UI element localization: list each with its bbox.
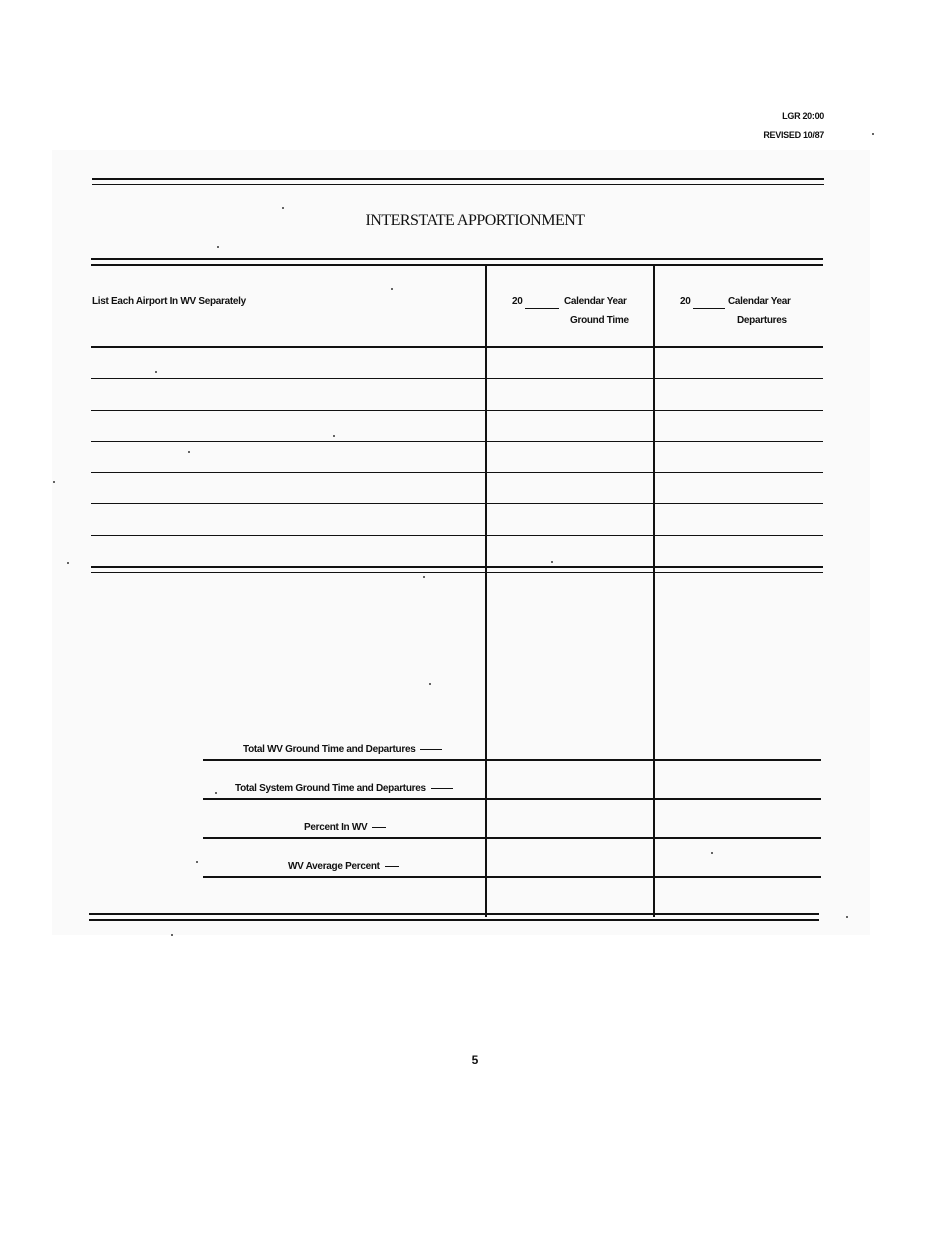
scan-speck: [333, 435, 335, 437]
scan-speck: [53, 481, 55, 483]
rows-end-rule: [91, 566, 823, 568]
total-system-label: Total System Ground Time and Departures: [235, 783, 453, 794]
col-departures-label-2: Departures: [737, 315, 787, 326]
scan-speck: [429, 683, 431, 685]
airport-row-line[interactable]: [91, 535, 823, 536]
header-bottom-rule: [91, 346, 823, 348]
page-number: 5: [471, 1053, 479, 1067]
departures-year-blank[interactable]: [693, 308, 725, 309]
scan-speck: [215, 792, 217, 794]
table-top-rule-2: [91, 264, 823, 266]
summary-row-line: [203, 876, 821, 878]
col-departures-label-1: Calendar Year: [728, 296, 791, 307]
scan-speck: [846, 916, 848, 918]
top-rule-2: [92, 184, 824, 185]
scan-speck: [711, 852, 713, 854]
airport-row-line[interactable]: [91, 410, 823, 411]
scan-speck: [196, 861, 198, 863]
summary-row-line: [203, 798, 821, 800]
scan-speck: [872, 133, 874, 135]
scan-speck: [423, 576, 425, 578]
top-rule: [92, 178, 824, 180]
revision-date: REVISED 10/87: [763, 130, 824, 140]
page-title: INTERSTATE APPORTIONMENT: [365, 212, 585, 229]
airport-row-line[interactable]: [91, 503, 823, 504]
summary-row-line: [203, 759, 821, 761]
scan-speck: [391, 288, 393, 290]
wv-average-percent-label: WV Average Percent: [288, 861, 399, 872]
scan-speck: [217, 246, 219, 248]
column-divider-1: [485, 265, 487, 917]
summary-row-line: [203, 837, 821, 839]
scan-speck: [67, 562, 69, 564]
table-top-rule: [91, 258, 823, 260]
form-code: LGR 20:00: [782, 111, 824, 121]
col-ground-time-label-1: Calendar Year: [564, 296, 627, 307]
airport-row-line[interactable]: [91, 472, 823, 473]
column-divider-2: [653, 265, 655, 917]
rows-end-rule-2: [91, 572, 823, 573]
table-bottom-rule: [89, 913, 819, 915]
percent-in-wv-label: Percent In WV: [304, 822, 386, 833]
scan-speck: [551, 561, 553, 563]
scan-speck: [155, 371, 157, 373]
scan-speck: [188, 451, 190, 453]
airport-row-line[interactable]: [91, 441, 823, 442]
col-ground-time-year: 20: [512, 296, 523, 307]
scan-speck: [282, 207, 284, 209]
col-departures-year: 20: [680, 296, 691, 307]
airport-row-line[interactable]: [91, 378, 823, 379]
col-ground-time-label-2: Ground Time: [570, 315, 629, 326]
scan-background: [52, 150, 870, 935]
table-bottom-rule-2: [89, 919, 819, 921]
total-wv-label: Total WV Ground Time and Departures: [243, 744, 442, 755]
scan-speck: [171, 934, 173, 936]
col-airport-header: List Each Airport In WV Separately: [92, 296, 246, 307]
ground-time-year-blank[interactable]: [525, 308, 559, 309]
